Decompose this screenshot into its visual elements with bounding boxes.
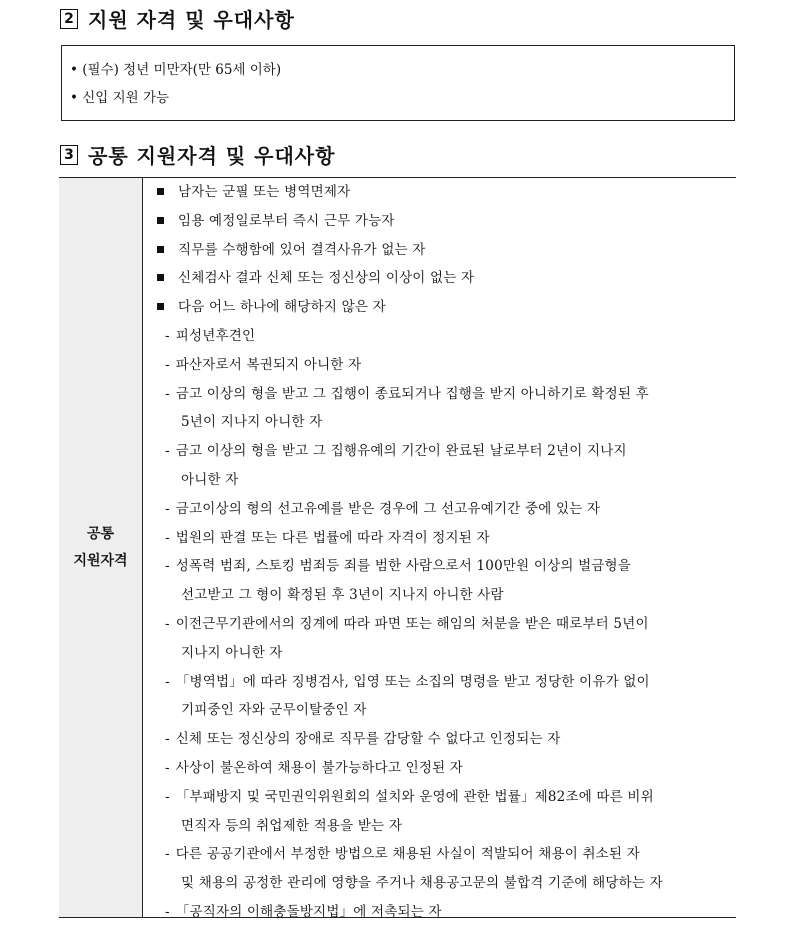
section-title: 공통 지원자격 및 우대사항 bbox=[88, 144, 336, 168]
dash-item-text: 5년이 지나지 아니한 자 bbox=[181, 414, 323, 431]
dash-marker: - bbox=[165, 731, 170, 748]
square-bullet-icon bbox=[157, 274, 164, 281]
dash-marker: - bbox=[165, 500, 170, 517]
dash-item-text: 파산자로서 복권되지 아니한 자 bbox=[175, 356, 362, 373]
dash-marker: - bbox=[165, 788, 170, 805]
section-number-box: 3 bbox=[60, 145, 78, 165]
dash-item-continuation bbox=[143, 812, 736, 841]
dash-marker: - bbox=[165, 385, 170, 402]
dash-item-text: 다른 공공기관에서 부정한 방법으로 채용된 사실이 적발되어 채용이 취소된 자 bbox=[175, 846, 640, 863]
dash-item bbox=[143, 783, 736, 812]
dash-marker: - bbox=[165, 558, 170, 575]
dash-marker: - bbox=[165, 673, 170, 690]
dash-item-text: 기피중인 자와 군무이탈중인 자 bbox=[181, 702, 367, 719]
category-label: 공통 bbox=[86, 525, 115, 542]
dash-marker: - bbox=[165, 903, 170, 920]
square-bullet-icon bbox=[157, 188, 164, 195]
dash-marker: - bbox=[165, 327, 170, 344]
bullet-text: 남자는 군필 또는 병역면제자 bbox=[178, 184, 351, 200]
bullet-item bbox=[143, 293, 736, 322]
bullet-text: 신체검사 결과 신체 또는 정신상의 이상이 없는 자 bbox=[178, 270, 475, 287]
dash-item-continuation bbox=[143, 639, 736, 668]
dash-item bbox=[143, 610, 736, 639]
list-item: • (필수) 정년 미만자(만 65세 이하) bbox=[70, 62, 282, 78]
dash-item bbox=[143, 437, 736, 466]
dash-item-text: 법원의 판결 또는 다른 법률에 따라 자격이 정지된 자 bbox=[175, 529, 490, 546]
dash-item-text: 「부패방지 및 국민권익위원회의 설치와 운영에 관한 법률」제82조에 따른 비위 bbox=[175, 788, 654, 805]
dash-item-continuation bbox=[143, 581, 736, 610]
requirements-table bbox=[59, 177, 736, 918]
dash-item bbox=[143, 552, 736, 581]
dash-item-text: 사상이 불온하여 채용이 불가능하다고 인정된 자 bbox=[175, 759, 464, 776]
dash-item bbox=[143, 322, 736, 351]
dash-marker: - bbox=[165, 529, 170, 546]
bullet-item bbox=[143, 178, 736, 207]
square-bullet-icon bbox=[157, 217, 164, 224]
dash-item-text: 「공직자의 이해충돌방지법」에 저촉되는 자 bbox=[175, 903, 442, 920]
dash-item bbox=[143, 840, 736, 869]
bullet-text: 임용 예정일로부터 즉시 근무 가능자 bbox=[178, 212, 395, 229]
dash-marker: - bbox=[165, 615, 170, 632]
dash-item-text: 지나지 아니한 자 bbox=[181, 644, 283, 661]
dash-item-text: 금고 이상의 형을 받고 그 집행유예의 기간이 완료된 날로부터 2년이 지나지 bbox=[175, 443, 627, 460]
dash-item-text: 성폭력 범죄, 스토킹 범죄등 죄를 범한 사람으로서 100만원 이상의 벌금형을 bbox=[175, 558, 632, 575]
bullet-text: 다음 어느 하나에 해당하지 않은 자 bbox=[178, 299, 386, 316]
dash-marker: - bbox=[165, 443, 170, 460]
dash-item bbox=[143, 351, 736, 380]
dash-item bbox=[143, 754, 736, 783]
dash-item bbox=[143, 495, 736, 524]
dash-marker: - bbox=[165, 846, 170, 863]
section-3-heading bbox=[60, 140, 335, 169]
dash-item-text: 면직자 등의 취업제한 적용을 받는 자 bbox=[181, 817, 403, 834]
dash-item-text: 및 채용의 공정한 관리에 영향을 주거나 채용공고문의 불합격 기준에 해당하는 자 bbox=[181, 875, 663, 892]
dash-item-continuation bbox=[143, 696, 736, 725]
dash-item bbox=[143, 668, 736, 697]
dash-item bbox=[143, 898, 736, 927]
bullet-text: 직무를 수행함에 있어 결격사유가 없는 자 bbox=[178, 241, 426, 258]
requirements-list bbox=[143, 178, 736, 927]
section-number-box: 2 bbox=[60, 9, 78, 29]
dash-item-text: 금고 이상의 형을 받고 그 집행이 종료되거나 집행을 받지 아니하기로 확정된 후 bbox=[175, 385, 649, 402]
bullet-item bbox=[143, 207, 736, 236]
dash-item-continuation bbox=[143, 466, 736, 495]
category-cell bbox=[59, 178, 143, 917]
dash-item-text: 피성년후견인 bbox=[175, 327, 256, 344]
bullet-item bbox=[143, 264, 736, 293]
dash-item-text: 금고이상의 형의 선고유예를 받은 경우에 그 선고유예기간 중에 있는 자 bbox=[175, 500, 601, 517]
dash-item-text: 신체 또는 정신상의 장애로 직무를 감당할 수 없다고 인정되는 자 bbox=[175, 731, 561, 748]
section-title: 지원 자격 및 우대사항 bbox=[88, 8, 295, 32]
dash-marker: - bbox=[165, 759, 170, 776]
dash-item-text: 아니한 자 bbox=[181, 471, 239, 488]
dash-item-text: 「병역법」에 따라 징병검사, 입영 또는 소집의 명령을 받고 정당한 이유가 없이 bbox=[175, 673, 650, 690]
bullet-item bbox=[143, 236, 736, 265]
qualification-box bbox=[61, 45, 735, 121]
dash-item bbox=[143, 524, 736, 553]
dash-item-continuation bbox=[143, 408, 736, 437]
category-label: 지원자격 bbox=[73, 552, 128, 569]
square-bullet-icon bbox=[157, 303, 164, 310]
dash-item-text: 선고받고 그 형이 확정된 후 3년이 지나지 아니한 사람 bbox=[181, 587, 504, 604]
square-bullet-icon bbox=[157, 246, 164, 253]
dash-item-text: 이전근무기관에서의 징계에 따라 파면 또는 해임의 처분을 받은 때로부터 5년이 bbox=[175, 615, 649, 632]
dash-item-continuation bbox=[143, 869, 736, 898]
dash-item bbox=[143, 380, 736, 409]
dash-item bbox=[143, 725, 736, 754]
list-item: • 신입 지원 가능 bbox=[70, 90, 170, 106]
section-2-heading bbox=[60, 4, 295, 33]
dash-marker: - bbox=[165, 356, 170, 373]
